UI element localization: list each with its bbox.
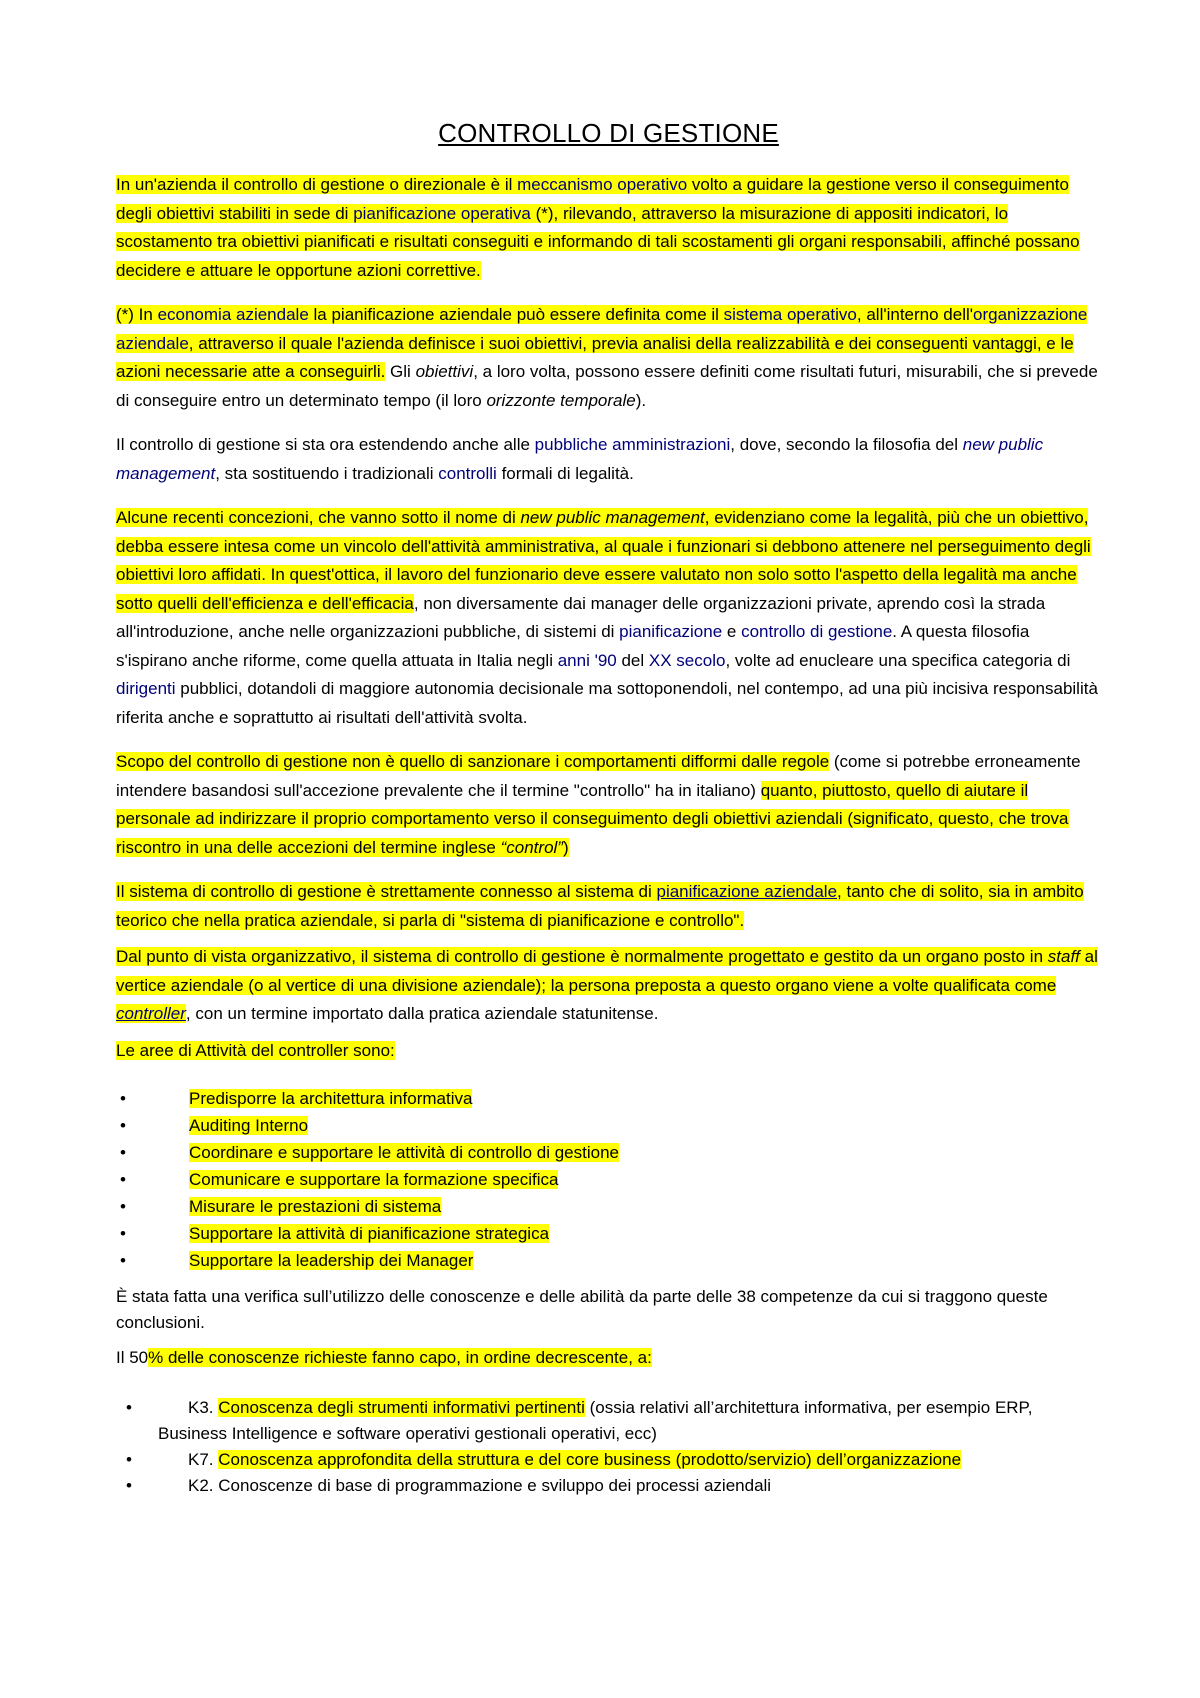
areas-list <box>116 1085 1101 1274</box>
link-pianificazione-aziendale[interactable]: pianificazione aziendale <box>656 882 838 901</box>
link-controlli[interactable]: controlli <box>438 463 497 483</box>
bullet-icon: • <box>120 1089 126 1108</box>
bullet-icon: • <box>126 1475 132 1495</box>
link-pubbliche-amministrazioni[interactable]: pubbliche amministrazioni <box>534 435 731 454</box>
document-body <box>116 118 1101 1499</box>
list-item-label: Comunicare e supportare la formazione specifica <box>189 1170 559 1189</box>
competenza-code: K2. <box>188 1475 214 1495</box>
bullet-icon: • <box>120 1116 126 1135</box>
bullet-icon: • <box>120 1170 126 1189</box>
link-new-public-management[interactable]: new public management <box>116 435 1044 483</box>
list-item <box>116 1193 1101 1220</box>
list-item-label: Misurare le prestazioni di sistema <box>189 1197 442 1216</box>
list-item <box>116 1247 1101 1274</box>
competenza-title: Conoscenza degli strumenti informativi pertinenti <box>218 1397 585 1417</box>
link-controllo-di-gestione[interactable]: controllo di gestione <box>741 622 893 641</box>
competenze-list <box>116 1395 1101 1499</box>
paragraph-organizzativo: Dal punto di vista organizzativo, il sistema di controllo di gestione è normalmente progettato e gestito da un organo posto in staff al vertice aziendale (o al vertice di una divisione aziendale); la persona preposta a questo organo viene a volte qualificata come controller, con un termine importato dalla pratica aziendale statunitense. <box>116 947 1098 1023</box>
link-pianificazione-operativa[interactable]: pianificazione operativa <box>353 203 531 223</box>
paragraph-scopo: Scopo del controllo di gestione non è quello di sanzionare i comportamenti difformi dalle regole (come si potrebbe erroneamente intendere basandosi sull'accezione prevalente che il termine "controllo" ha in italiano) quanto, piuttosto, quello di aiutare il personale ad indirizzare il proprio comportamento verso il conseguimento degli obiettivi aziendali (significato, questo, che trova riscontro in una delle accezioni del termine inglese “control”) <box>116 752 1081 857</box>
paragraph-new-public-management: Alcune recenti concezioni, che vanno sotto il nome di new public management, evidenziano come la legalità, più che un obiettivo, debba essere intesa come un vincolo dell'attività amministrativa, al quale i funzionari si debbono attenere nel perseguimento degli obiettivi loro affidati. In quest'ottica, il lavoro del funzionario deve essere valutato non solo sotto l'aspetto della legalità ma anche sotto quelli dell'efficienza e dell'efficacia, non diversamente dai manager delle organizzazioni private, aprendo così la strada all'introduzione, anche nelle organizzazioni pubbliche, di sistemi di pianificazione e controllo di gestione. A questa filosofia s'ispirano anche riforme, come quella attuata in Italia negli anni '90 del XX secolo, volte ad enucleare una specifica categoria di dirigenti pubblici, dotandoli di maggiore autonomia decisionale ma sottoponendoli, nel contempo, ad una più incisiva responsabilità riferita anche e soprattutto ai risultati dell'attività svolta. <box>116 508 1098 727</box>
link-economia-aziendale[interactable]: economia aziendale <box>157 305 309 324</box>
link-pianificazione[interactable]: pianificazione <box>619 622 723 641</box>
bullet-icon: • <box>126 1449 132 1469</box>
paragraph-definition: In un'azienda il controllo di gestione o direzionale è il meccanismo operativo volto a guidare la gestione verso il conseguimento degli obiettivi stabiliti in sede di pianificazione operativa (*), rilevando, attraverso la misurazione di appositi indicatori, lo scostamento tra obiettivi pianificati e risultati conseguiti e informando di tali scostamenti gli organi responsabili, affinché possano decidere e attuare le opportune azioni correttive. <box>116 175 1080 280</box>
bullet-icon: • <box>126 1397 132 1417</box>
link-dirigenti[interactable]: dirigenti <box>116 679 176 698</box>
link-meccanismo-operativo[interactable]: meccanismo operativo <box>517 175 688 194</box>
link-controller[interactable]: controller <box>116 1004 186 1023</box>
list-item-label: Supportare la leadership dei Manager <box>189 1251 474 1270</box>
list-item <box>116 1085 1101 1112</box>
competenza-code: K7. <box>188 1449 214 1469</box>
link-sistema-operativo[interactable]: sistema operativo <box>723 305 857 324</box>
bullet-icon: • <box>120 1251 126 1270</box>
paragraph-pianificazione: (*) In economia aziendale la pianificazione aziendale può essere definita come il sistema operativo, all'interno dell'organizzazione aziendale, attraverso il quale l'azienda definisce i suoi obiettivi, previa analisi della realizzabilità e dei conseguenti vantaggi, e le azioni necessarie atte a conseguirli. Gli obiettivi, a loro volta, possono essere definiti come risultati futuri, misurabili, che si prevede di conseguire entro un determinato tempo (il loro orizzonte temporale). <box>116 305 1098 410</box>
list-item <box>116 1112 1101 1139</box>
bullet-icon: • <box>120 1224 126 1243</box>
link-xx-secolo[interactable]: XX secolo <box>648 650 726 670</box>
list-item-label: Predisporre la architettura informativa <box>189 1089 473 1108</box>
list-item <box>116 1447 1101 1473</box>
list-item <box>116 1166 1101 1193</box>
page-title: CONTROLLO DI GESTIONE <box>438 118 779 148</box>
bullet-icon: • <box>120 1197 126 1216</box>
list-item-label: Coordinare e supportare le attività di controllo di gestione <box>189 1143 619 1162</box>
areas-heading: Le aree di Attività del controller sono: <box>116 1040 395 1060</box>
list-item-label: Supportare la attività di pianificazione strategica <box>189 1224 550 1243</box>
list-item <box>116 1395 1101 1447</box>
competenza-detail: (ossia relativi all’architettura informativa, per esempio ERP, Business Intelligence e software operativi gestionali operativi, ecc) <box>158 1397 1033 1443</box>
link-anni-90[interactable]: anni '90 <box>557 650 617 670</box>
paragraph-pubbliche-amministrazioni: Il controllo di gestione si sta ora estendendo anche alle pubbliche amministrazioni, dove, secondo la filosofia del new public management, sta sostituendo i tradizionali controlli formali di legalità. <box>116 435 1044 483</box>
list-item <box>116 1139 1101 1166</box>
list-item-label: Auditing Interno <box>189 1116 309 1135</box>
link-organizzazione-aziendale[interactable]: organizzazione aziendale <box>116 305 1088 353</box>
bullet-icon: • <box>120 1143 126 1162</box>
competenza-code: K3. <box>188 1397 214 1417</box>
competenza-title: Conoscenza approfondita della struttura e del core business (prodotto/servizio) dell’organizzazione <box>218 1449 962 1469</box>
list-item <box>116 1220 1101 1247</box>
competenza-detail: Conoscenze di base di programmazione e sviluppo dei processi aziendali <box>218 1475 772 1495</box>
list-item <box>116 1473 1101 1499</box>
conoscenze-heading: Il 50% delle conoscenze richieste fanno capo, in ordine decrescente, a: <box>116 1348 652 1367</box>
paragraph-sistema-controllo: Il sistema di controllo di gestione è strettamente connesso al sistema di pianificazione aziendale, tanto che di solito, sia in ambito teorico che nella pratica aziendale, si parla di "sistema di pianificazione e controllo". <box>116 882 1084 930</box>
paragraph-verifica: È stata fatta una verifica sull’utilizzo delle conoscenze e delle abilità da parte delle 38 competenze da cui si traggono queste conclusioni. <box>116 1287 1048 1332</box>
